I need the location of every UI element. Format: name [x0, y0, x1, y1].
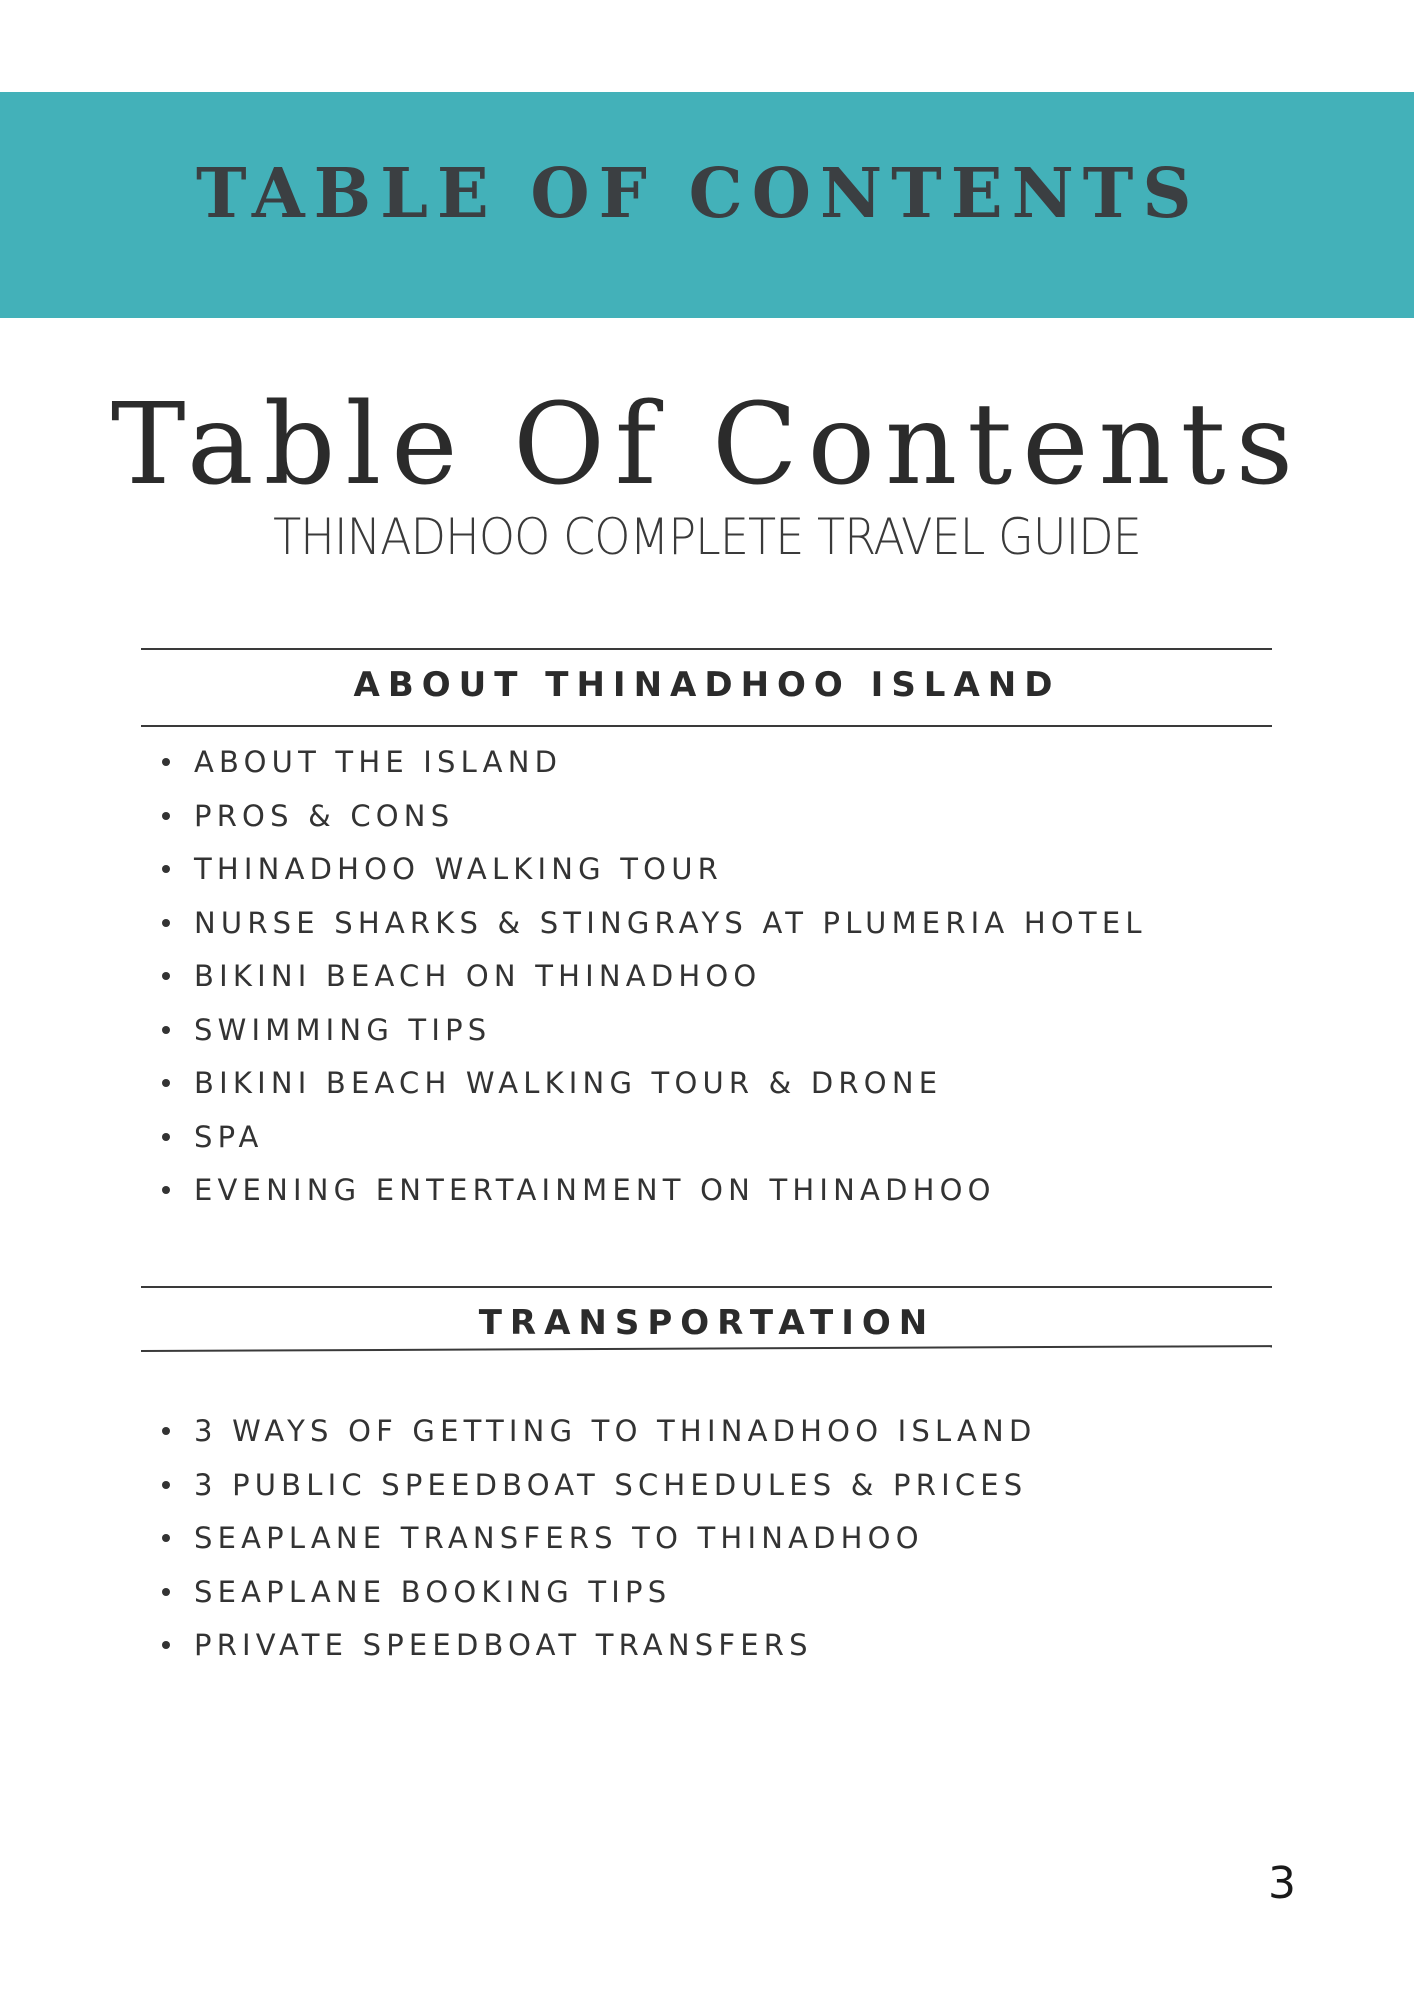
bullet-icon — [162, 812, 170, 820]
bullet-icon — [162, 1534, 170, 1542]
toc-item[interactable] — [160, 852, 1147, 909]
toc-item-label: SEAPLANE BOOKING TIPS — [194, 1574, 672, 1609]
toc-item-label: BIKINI BEACH ON THINADHOO — [194, 959, 762, 993]
bullet-icon — [162, 919, 170, 927]
page-number: 3 — [1268, 1858, 1296, 1909]
toc-list-transportation — [160, 1414, 1037, 1685]
section-heading-transportation: TRANSPORTATION — [478, 1303, 936, 1343]
page-subtitle: THINADHOO COMPLETE TRAVEL GUIDE — [273, 508, 1141, 566]
section-heading-about: ABOUT THINADHOO ISLAND — [353, 665, 1061, 705]
toc-item[interactable] — [160, 959, 1147, 1016]
toc-item[interactable] — [160, 1574, 1036, 1632]
section-divider-top — [141, 1286, 1272, 1288]
toc-item-label: BIKINI BEACH WALKING TOUR & DRONE — [194, 1066, 943, 1100]
page-title: Table Of Contents — [110, 380, 1304, 510]
bullet-icon — [162, 972, 170, 980]
toc-item-label: EVENING ENTERTAINMENT ON THINADHOO — [194, 1173, 996, 1207]
toc-item[interactable] — [160, 1066, 1147, 1123]
toc-item-label: PROS & CONS — [194, 798, 455, 833]
toc-item-label: NURSE SHARKS & STINGRAYS AT PLUMERIA HOTEL — [194, 905, 1147, 940]
toc-item-label: SEAPLANE TRANSFERS TO THINADHOO — [194, 1521, 924, 1555]
toc-list-about — [160, 745, 1147, 1230]
section-divider-top — [141, 648, 1272, 650]
section-divider-bottom — [141, 725, 1272, 727]
bullet-icon — [162, 1026, 170, 1034]
toc-item-label: 3 WAYS OF GETTING TO THINADHOO ISLAND — [194, 1414, 1037, 1448]
toc-item-label: PRIVATE SPEEDBOAT TRANSFERS — [194, 1628, 813, 1662]
toc-item-label: THINADHOO WALKING TOUR — [194, 852, 723, 886]
toc-item[interactable] — [160, 1628, 1036, 1685]
toc-item[interactable] — [160, 1119, 1147, 1177]
toc-item[interactable] — [160, 798, 1147, 856]
toc-item[interactable] — [160, 1467, 1036, 1525]
toc-item-label: 3 PUBLIC SPEEDBOAT SCHEDULES & PRICES — [194, 1467, 1028, 1502]
toc-item[interactable] — [160, 1414, 1037, 1471]
toc-item-label: ABOUT THE ISLAND — [194, 745, 563, 779]
toc-item[interactable] — [160, 1012, 1147, 1070]
section-divider-bottom — [141, 1345, 1272, 1352]
bullet-icon — [162, 1588, 170, 1596]
toc-item[interactable] — [160, 1521, 1036, 1578]
bullet-icon — [162, 1133, 170, 1141]
bullet-icon — [162, 1427, 170, 1435]
toc-item-label: SPA — [194, 1119, 264, 1154]
bullet-icon — [162, 1186, 170, 1194]
bullet-icon — [162, 1079, 170, 1087]
bullet-icon — [162, 865, 170, 873]
bullet-icon — [162, 1641, 170, 1649]
toc-item[interactable] — [160, 1173, 1147, 1230]
bullet-icon — [162, 758, 170, 766]
toc-item[interactable] — [160, 905, 1147, 963]
toc-item[interactable] — [160, 745, 1147, 802]
banner-title: TABLE OF CONTENTS — [196, 154, 1201, 234]
toc-item-label: SWIMMING TIPS — [194, 1012, 492, 1047]
bullet-icon — [162, 1481, 170, 1489]
